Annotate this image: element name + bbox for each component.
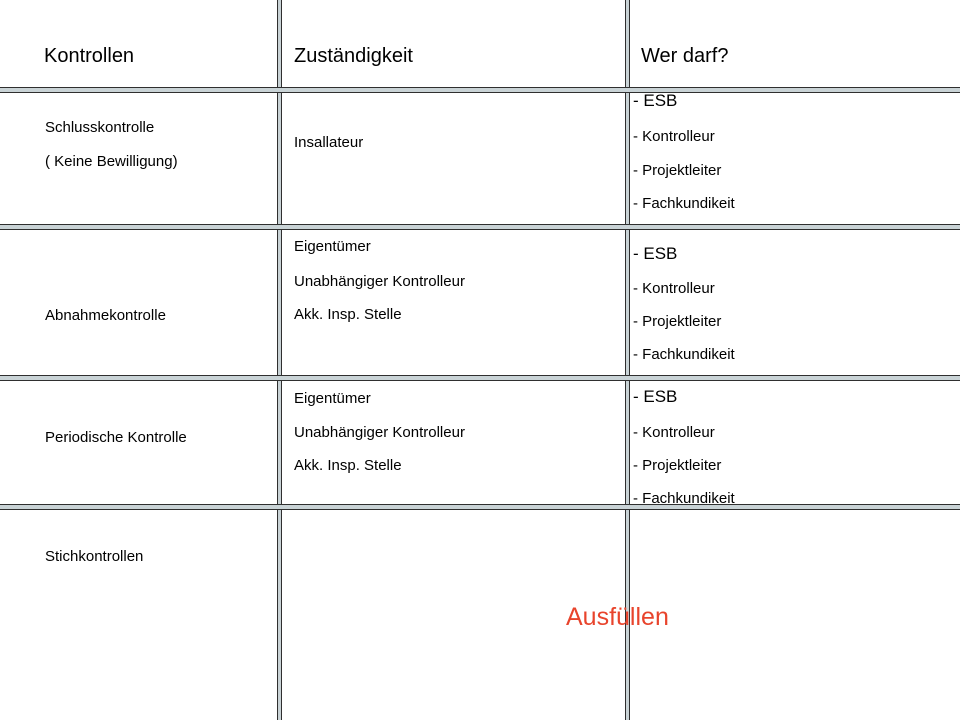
row-divider-1 xyxy=(0,87,960,93)
row3-zustaendigkeit-item: Eigentümer xyxy=(294,390,371,407)
row3-wer-darf-item: - Kontrolleur xyxy=(633,424,715,441)
header-kontrollen: Kontrollen xyxy=(44,45,135,67)
row1-wer-darf-item: - Kontrolleur xyxy=(633,128,715,145)
row3-wer-darf-item: - Projektleiter xyxy=(633,457,722,474)
row3-zustaendigkeit-item: Unabhängiger Kontrolleur xyxy=(294,424,465,441)
row2-zustaendigkeit-item: Eigentümer xyxy=(294,238,371,255)
row2-wer-darf-item: - ESB xyxy=(633,244,678,263)
row3-wer-darf-item: - Fachkundikeit xyxy=(633,490,735,507)
row2-kontrolle: Abnahmekontrolle xyxy=(45,307,166,324)
row2-zustaendigkeit-item: Akk. Insp. Stelle xyxy=(294,306,402,323)
column-divider-1 xyxy=(277,0,282,720)
row1-zustaendigkeit: Insallateur xyxy=(294,134,364,151)
row2-wer-darf-item: - Fachkundikeit xyxy=(633,346,735,363)
row4-kontrolle: Stichkontrollen xyxy=(45,548,144,565)
row2-zustaendigkeit-item: Unabhängiger Kontrolleur xyxy=(294,273,465,290)
row1-wer-darf-item: - Fachkundikeit xyxy=(633,195,735,212)
row-divider-2 xyxy=(0,224,960,230)
row1-kontrolle: Schlusskontrolle xyxy=(45,119,155,136)
row-divider-4 xyxy=(0,504,960,510)
row1-wer-darf-item: - ESB xyxy=(633,91,678,110)
row3-zustaendigkeit-item: Akk. Insp. Stelle xyxy=(294,457,402,474)
row1-kontrolle-note: ( Keine Bewilligung) xyxy=(45,153,178,170)
header-wer-darf: Wer darf? xyxy=(641,45,729,67)
header-zustaendigkeit: Zuständigkeit xyxy=(294,45,413,67)
row3-kontrolle: Periodische Kontrolle xyxy=(45,429,187,446)
fill-in-note: Ausfüllen xyxy=(566,603,669,631)
row2-wer-darf-item: - Projektleiter xyxy=(633,313,722,330)
row-divider-3 xyxy=(0,375,960,381)
row3-wer-darf-item: - ESB xyxy=(633,387,678,406)
row1-wer-darf-item: - Projektleiter xyxy=(633,162,722,179)
row2-wer-darf-item: - Kontrolleur xyxy=(633,280,715,297)
